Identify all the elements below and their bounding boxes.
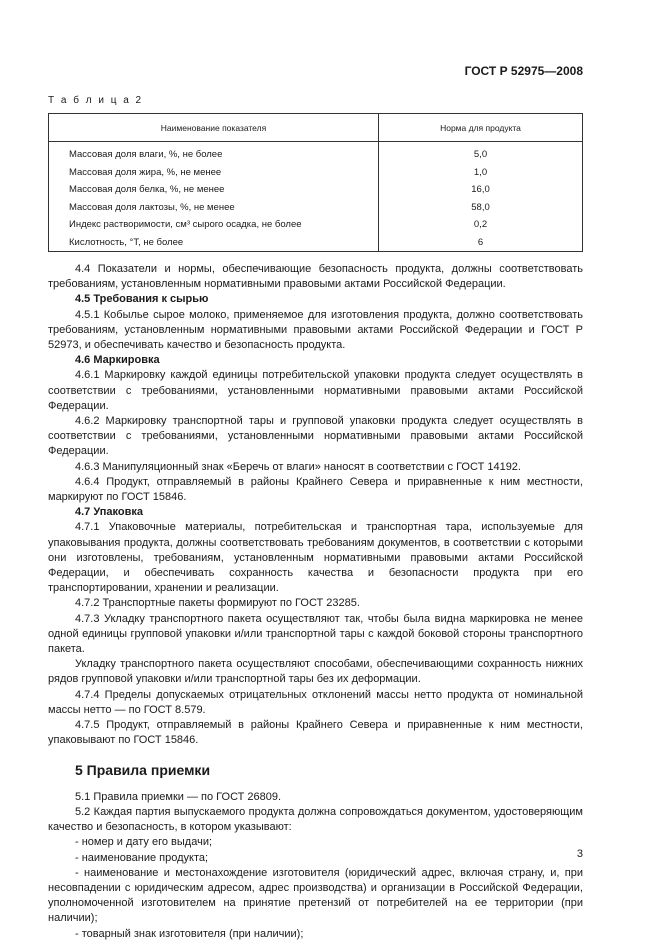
table-row bbox=[49, 234, 583, 252]
list-item: - товарный знак изготовителя (при наличии); bbox=[75, 927, 304, 940]
subsection-heading: 4.7 Упаковка bbox=[75, 506, 143, 519]
paragraph: 4.7.3 Укладку транспортного пакета осуществляют так, чтобы была видна маркировка не менее одной единицы групповой упаковки и/или транспортной тары с каждой боковой стороны транспортного пакета. bbox=[48, 612, 583, 656]
paragraph: 5.1 Правила приемки — по ГОСТ 26809. bbox=[75, 790, 282, 803]
subsection-heading: 4.6 Маркировка bbox=[75, 354, 160, 367]
document-body bbox=[48, 262, 583, 942]
column-header-norm: Норма для продукта bbox=[379, 114, 583, 142]
paragraph: 4.7.2 Транспортные пакеты формируют по ГОСТ 23285. bbox=[75, 597, 360, 610]
column-header-name: Наименование показателя bbox=[49, 114, 379, 142]
row-value: 16,0 bbox=[379, 181, 583, 199]
paragraph: 4.7.4 Пределы допускаемых отрицательных отклонений массы нетто продукта от номинальной массы нетто — по ГОСТ 8.579. bbox=[48, 688, 583, 716]
document-header: ГОСТ Р 52975—2008 bbox=[464, 64, 583, 78]
row-name: Массовая доля влаги, %, не более bbox=[69, 149, 223, 160]
row-name: Массовая доля лактозы, %, не менее bbox=[69, 201, 235, 213]
row-value: 1,0 bbox=[379, 164, 583, 182]
paragraph: 4.6.2 Маркировку транспортной тары и групповой упаковки продукта следует осуществлять в соответствии с требованиями, установленными нормативными правовыми актами Российской Федерации. bbox=[48, 415, 583, 458]
list-item: - номер и дату его выдачи; bbox=[75, 836, 213, 849]
paragraph: 4.7.5 Продукт, отправляемый в районы Крайнего Севера и приравненные к ним местности, упаковывают по ГОСТ 15846. bbox=[48, 719, 583, 747]
row-value: 58,0 bbox=[379, 199, 583, 217]
row-value: 6 bbox=[379, 234, 583, 252]
row-name: Массовая доля белка, %, не менее bbox=[69, 184, 225, 195]
table-caption: Т а б л и ц а 2 bbox=[48, 95, 144, 106]
table-row bbox=[49, 181, 583, 199]
paragraph: 4.6.3 Манипуляционный знак «Беречь от влаги» наносят в соответствии с ГОСТ 14192. bbox=[75, 460, 521, 473]
row-value: 0,2 bbox=[379, 216, 583, 234]
paragraph: Укладку транспортного пакета осуществляют способами, обеспечивающими сохранность нижних рядов групповой упаковки и/или транспортной тары без их деформации. bbox=[48, 658, 583, 686]
paragraph: 4.7.1 Упаковочные материалы, потребительская и транспортная тара, используемые для упаковывания продукта, должны соответствовать требованиям документов, в соответствии с которыми они изготовлены, требованиям, установленным нормативными правовыми актами Российской Федерации, и обеспечивать сохранность качества и безопасности продукта при его транспортировании, хранении и реализации. bbox=[48, 521, 583, 595]
table-row bbox=[49, 216, 583, 234]
row-value: 5,0 bbox=[379, 142, 583, 164]
row-name: Кислотность, °Т, не более bbox=[69, 236, 184, 248]
paragraph: 4.6.4 Продукт, отправляемый в районы Крайнего Севера и приравненные к ним местности, маркируют по ГОСТ 15846. bbox=[48, 475, 583, 504]
indicators-table bbox=[48, 113, 583, 252]
table-row bbox=[49, 199, 583, 217]
subsection-heading: 4.5 Требования к сырью bbox=[75, 293, 209, 306]
table-row bbox=[49, 142, 583, 164]
paragraph: 5.2 Каждая партия выпускаемого продукта должна сопровождаться документом, удостоверяющим качество и безопасность, в котором указывают: bbox=[48, 805, 583, 834]
paragraph: 4.4 Показатели и нормы, обеспечивающие безопасность продукта, должны соответствовать требованиям, установленным нормативными правовыми актами Российской Федерации. bbox=[48, 263, 583, 291]
row-name: Индекс растворимости, см³ сырого осадка, не более bbox=[69, 219, 302, 230]
paragraph: 4.6.1 Маркировку каждой единицы потребительской упаковки продукта следует осуществлять в соответствии с требованиями, установленными нормативными правовыми актами Российской Федерации. bbox=[48, 369, 583, 412]
section-heading: 5 Правила приемки bbox=[75, 761, 211, 778]
list-item: - наименование и местонахождение изготовителя (юридический адрес, включая страну, и, при несовпадении с юридическим адресом, адрес производства) и организации в Российской Федерации, уполномоченной изготовителем на принятие претензий от потребителей на ее территории (при наличии); bbox=[48, 866, 583, 925]
paragraph: 4.5.1 Кобылье сырое молоко, применяемое для изготовления продукта, должно соответствовать требованиям, установленным нормативными правовыми актами Российской Федерации и ГОСТ Р 52973, и обеспечивать качество и безопасность продукта. bbox=[48, 308, 583, 352]
table-row bbox=[49, 164, 583, 182]
row-name: Массовая доля жира, %, не менее bbox=[69, 166, 222, 178]
page-number: 3 bbox=[576, 848, 583, 860]
list-item: - наименование продукта; bbox=[75, 851, 209, 864]
